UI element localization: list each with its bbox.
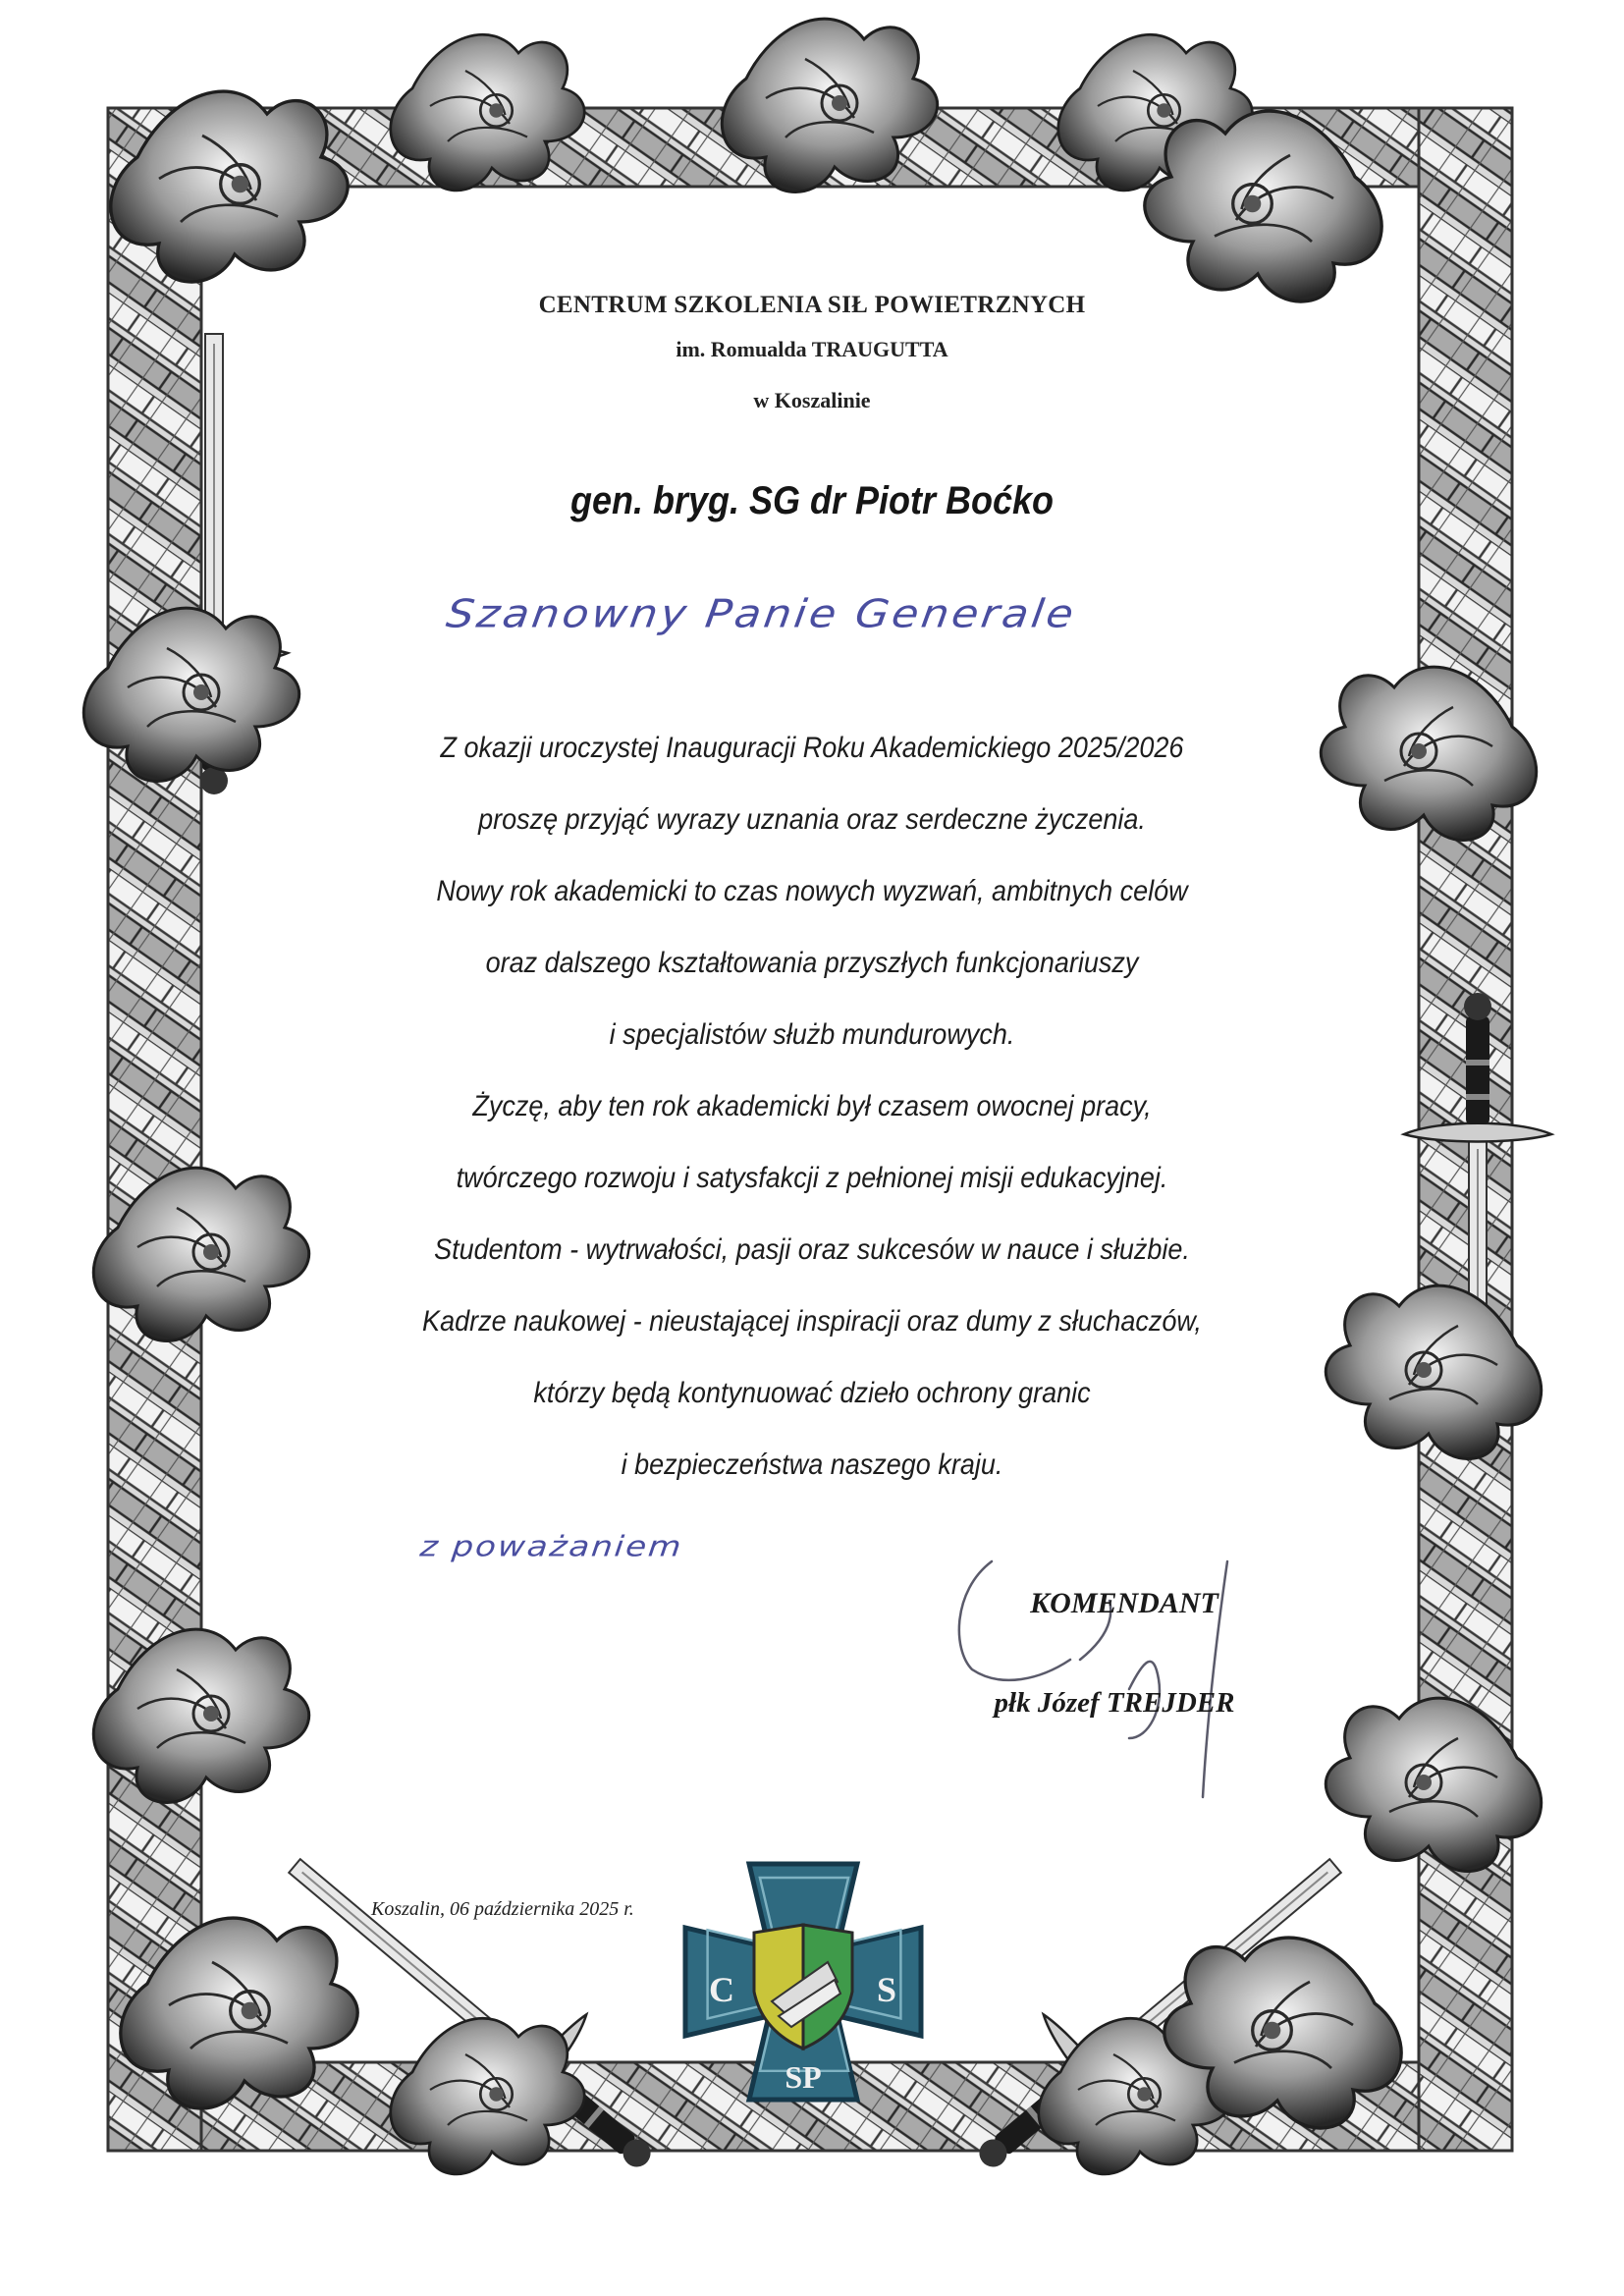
body-line: którzy będą kontynuować dzieło ochrony granic <box>533 1377 1091 1409</box>
body-line: i bezpieczeństwa naszego kraju. <box>621 1449 1003 1481</box>
body-line: i specjalistów służb mundurowych. <box>609 1018 1015 1051</box>
body-line: Życzę, aby ten rok akademicki był czasem owocnej pracy, <box>472 1090 1152 1122</box>
body-line: Nowy rok akademicki to czas nowych wyzwań, ambitnych celów <box>436 875 1188 907</box>
signatory-name: płk Józef TREJDER <box>994 1687 1235 1719</box>
institution-location: w Koszalinie <box>753 388 871 412</box>
body-line: Studentom - wytrwałości, pasji oraz sukcesów w nauce i służbie. <box>434 1233 1190 1266</box>
body-line: proszę przyjąć wyrazy uznania oraz serdeczne życzenia. <box>478 803 1146 836</box>
emblem-letter-c: C <box>709 1970 734 2009</box>
body-line: oraz dalszego kształtowania przyszłych funkcjonariuszy <box>485 947 1139 979</box>
date-line: Koszalin, 06 października 2025 r. <box>371 1898 634 1920</box>
body-line: twórczego rozwoju i satysfakcji z pełnionej misji edukacyjnej. <box>456 1162 1168 1194</box>
institution-patron: im. Romualda TRAUGUTTA <box>676 337 948 361</box>
emblem-letters-sp: SP <box>785 2059 822 2095</box>
institution-name: CENTRUM SZKOLENIA SIŁ POWIETRZNYCH <box>538 292 1086 318</box>
handwritten-salutation: Szanowny Panie Generale <box>443 591 1080 637</box>
recipient-name: gen. bryg. SG dr Piotr Boćko <box>569 479 1055 522</box>
cssp-emblem <box>656 1834 950 2168</box>
signatory-title: KOMENDANT <box>1030 1587 1218 1619</box>
body-line: Z okazji uroczystej Inauguracji Roku Akademickiego 2025/2026 <box>440 732 1184 764</box>
emblem-letter-s: S <box>876 1970 897 2009</box>
body-line: Kadrze naukowej - nieustającej inspiracji oraz dumy z słuchaczów, <box>422 1305 1202 1338</box>
letter-body <box>0 712 1624 1501</box>
handwritten-closing: z poważaniem <box>418 1530 685 1563</box>
